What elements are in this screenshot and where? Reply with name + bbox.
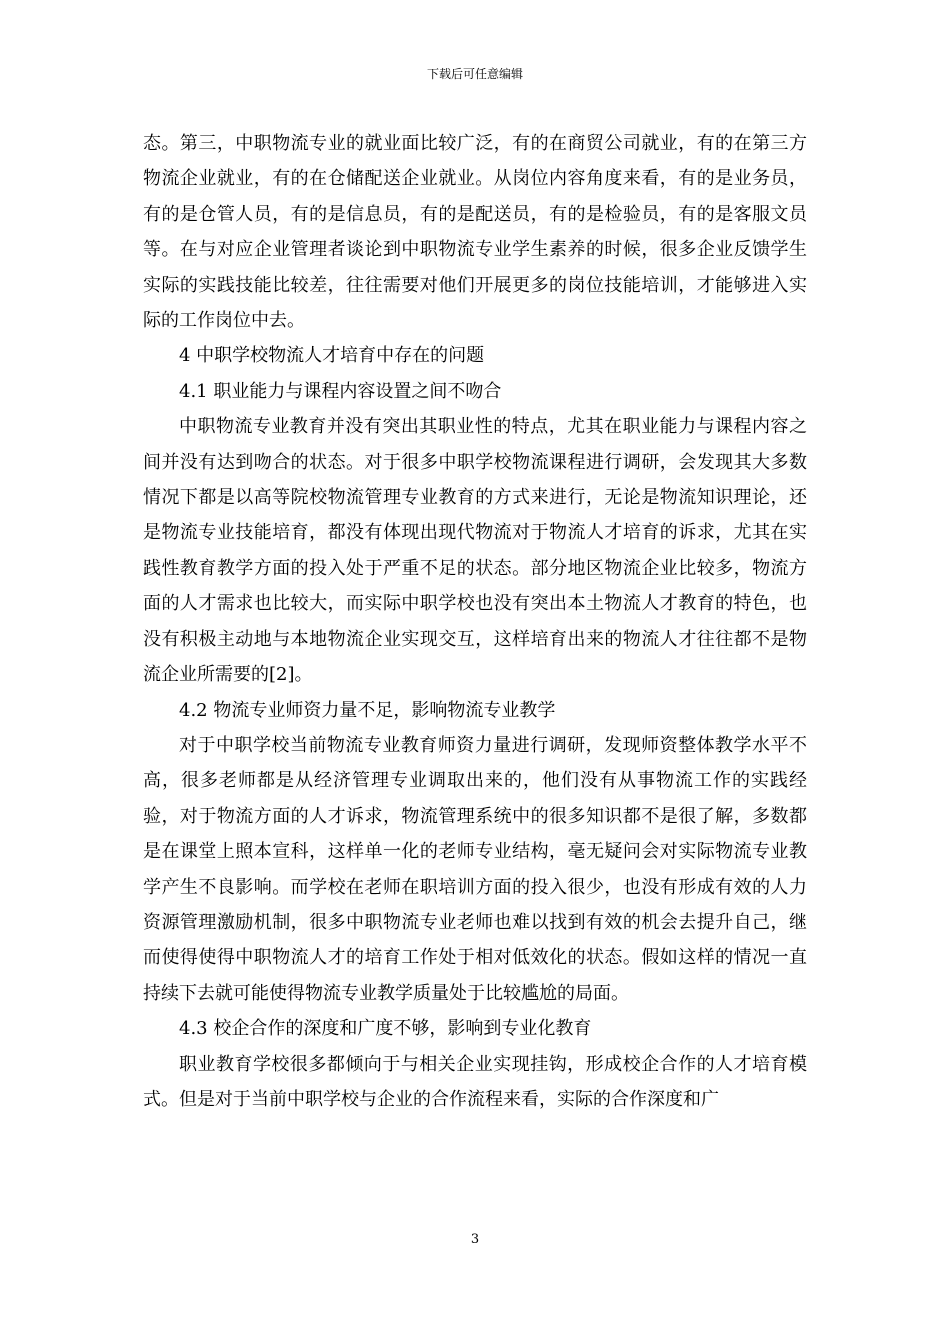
- subsection-heading-4-3: 4.3 校企合作的深度和广度不够，影响到专业化教育: [179, 1018, 592, 1040]
- paragraph-continued: 态。第三，中职物流专业的就业面比较广泛，有的在商贸公司就业，有的在第三方物流企业就业，有的在仓储配送企业就业。从岗位内容角度来看，有的是业务员，有的是仓管人员，有的是信息员，有的是配送员，有的是检验员，有的是客服文员等。在与对应企业管理者谈论到中职物流专业学生素养的时候，很多企业反馈学生实际的实践技能比较差，往往需要对他们开展更多的岗位技能培训，才能够进入实际的工作岗位中去。: [143, 133, 807, 332]
- subsection-heading-4-1: 4.1 职业能力与课程内容设置之间不吻合: [179, 380, 502, 402]
- paragraph-4-1: 中职物流专业教育并没有突出其职业性的特点，尤其在职业能力与课程内容之间并没有达到吻合的状态。对于很多中职学校物流课程进行调研，会发现其大多数情况下都是以高等院校物流管理专业教育的方式来进行，无论是物流知识理论，还是物流专业技能培育，都没有体现出现代物流对于物流人才培育的诉求，尤其在实践性教育教学方面的投入处于严重不足的状态。部分地区物流企业比较多，物流方面的人才需求也比较大，而实际中职学校也没有突出本土物流人才教育的特色，也没有积极主动地与本地物流企业实现交互，这样培育出来的物流人才往往都不是物流企业所需要的[2]。: [143, 416, 807, 686]
- paragraph-4-2: 对于中职学校当前物流专业教育师资力量进行调研，发现师资整体教学水平不高，很多老师都是从经济管理专业调取出来的，他们没有从事物流工作的实践经验，对于物流方面的人才诉求，物流管理系统中的很多知识都不是很了解，多数都是在课堂上照本宣科，这样单一化的老师专业结构，毫无疑问会对实际物流专业教学产生不良影响。而学校在老师在职培训方面的投入很少，也没有形成有效的人力资源管理激励机制，很多中职物流专业老师也难以找到有效的机会去提升自己，继而使得使得中职物流人才的培育工作处于相对低效化的状态。假如这样的情况一直持续下去就可能使得物流专业教学质量处于比较尴尬的局面。: [143, 734, 807, 1004]
- page-header-note: 下载后可任意编辑: [426, 67, 523, 81]
- page-number: 3: [470, 1232, 480, 1247]
- section-heading-4: 4 中职学校物流人才培育中存在的问题: [179, 345, 485, 367]
- subsection-heading-4-2: 4.2 物流专业师资力量不足，影响物流专业教学: [179, 699, 556, 721]
- paragraph-4-3: 职业教育学校很多都倾向于与相关企业实现挂钩，形成校企合作的人才培育模式。但是对于当前中职学校与企业的合作流程来看，实际的合作深度和广: [143, 1053, 807, 1110]
- document-body: [143, 126, 807, 1117]
